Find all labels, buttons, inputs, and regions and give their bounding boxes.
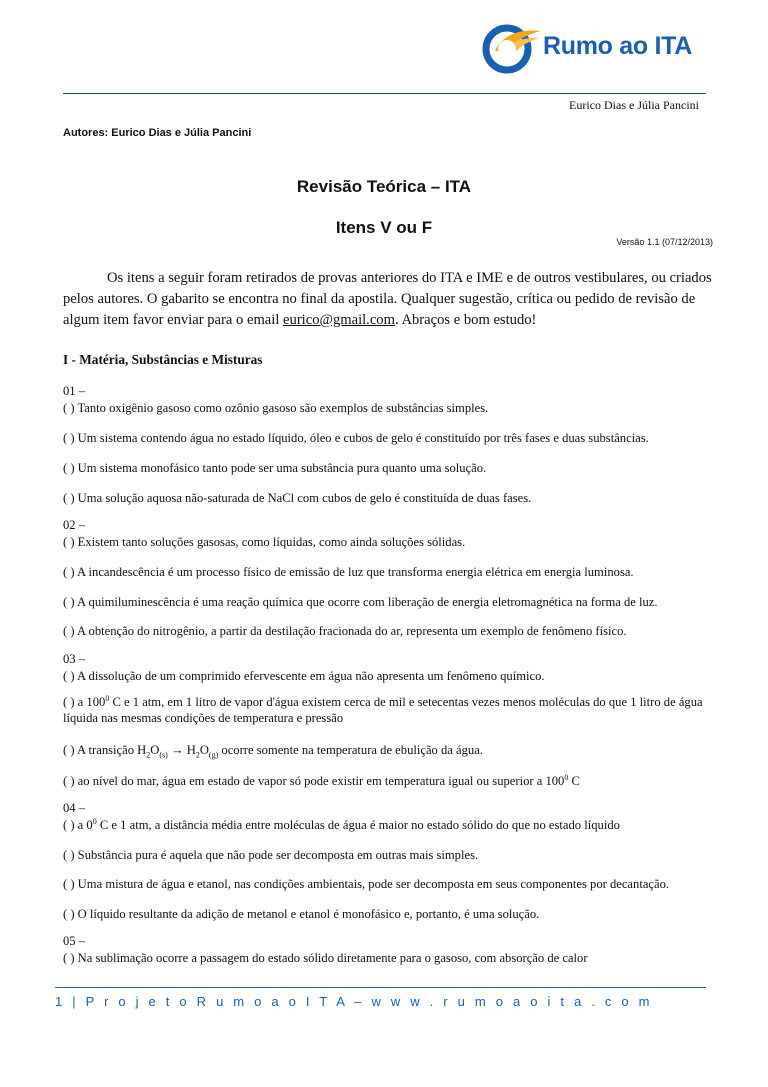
question-item: ( ) A incandescência é um processo físico de emissão de luz que transforma energia elétrica em energia luminosa. bbox=[63, 565, 634, 579]
email-link[interactable]: eurico@gmail.com bbox=[283, 312, 395, 328]
question-number: 03 – bbox=[63, 652, 86, 666]
question-item: ( ) Uma mistura de água e etanol, nas condições ambientais, pode ser decomposta em seus componentes por decantação. bbox=[63, 877, 670, 891]
question-item: ( ) Um sistema contendo água no estado líquido, óleo e cubos de gelo é constituído por três fases e duas substâncias. bbox=[63, 431, 649, 445]
version-label: Versão 1.1 (07/12/2013) bbox=[616, 237, 713, 247]
question-item: ( ) Na sublimação ocorre a passagem do estado sólido diretamente para o gasoso, com absorção de calor bbox=[63, 951, 588, 965]
question-item: ( ) O líquido resultante da adição de metanol e etanol é monofásico e, portanto, é uma solução. bbox=[63, 907, 540, 921]
section-title: I - Matéria, Substâncias e Misturas bbox=[63, 352, 263, 367]
question-item: ( ) A dissolução de um comprimido efervescente em água não apresenta um fenômeno químico. bbox=[63, 669, 545, 683]
document-subtitle: Itens V ou F bbox=[335, 218, 433, 237]
logo-emblem-icon bbox=[486, 28, 541, 70]
authors-line: Autores: Eurico Dias e Júlia Pancini bbox=[63, 127, 252, 139]
document-title: Revisão Teórica – ITA bbox=[296, 177, 472, 196]
header-divider bbox=[63, 93, 706, 94]
logo-text: Rumo ao ITA bbox=[543, 32, 693, 60]
question-item: ( ) Existem tanto soluções gasosas, como líquidas, como ainda soluções sólidas. bbox=[63, 535, 466, 549]
question-number: 05 – bbox=[63, 934, 86, 948]
footer-text: 1 | P r o j e t o R u m o a o I T A – w w w . r u m o a o i t a . c o m bbox=[55, 994, 653, 1009]
question-item: ( ) A obtenção do nitrogênio, a partir da destilação fracionada do ar, representa um exemplo de fenômeno físico. bbox=[63, 624, 627, 638]
question-item: ( ) ao nível do mar, água em estado de vapor só pode existir em temperatura igual ou superior a $100^0$ C bbox=[63, 772, 580, 788]
question-item: ( ) a $0^0$ C e 1 atm, a distância média entre moléculas de água é maior no estado sólido do que no estado líquido bbox=[63, 816, 620, 832]
question-item: ( ) Tanto oxigênio gasoso como ozônio gasoso são exemplos de substâncias simples. bbox=[63, 401, 489, 415]
question-item: ( ) Uma solução aquosa não-saturada de NaCl com cubos de gelo é constituída de duas fases. bbox=[63, 491, 532, 505]
question-item: ( ) Um sistema monofásico tanto pode ser uma substância pura quanto uma solução. bbox=[63, 461, 487, 475]
question-number: 01 – bbox=[63, 384, 86, 398]
question-item: ( ) A quimiluminescência é uma reação química que ocorre com liberação de energia eletromagnética na forma de luz. bbox=[63, 595, 658, 609]
intro-paragraph: Os itens a seguir foram retirados de provas anteriores do ITA e IME e de outros vestibulares, ou criados pelos autores. O gabarito se encontra no final da apostila. Qualquer sugestão, crítica ou pedido de revisão de algum item favor enviar para o email eurico@gmail.com. Abraços e bom estudo! bbox=[63, 270, 712, 328]
question-item: ( ) a $100^0$ C e 1 atm, em 1 litro de vapor d'água existem cerca de mil e setecentas vezes menos moléculas do que 1 litro de água líquida nas mesmas condições de temperatura e pressão bbox=[63, 693, 703, 725]
question-item: ( ) Substância pura é aquela que não pode ser decomposta em outras mais simples. bbox=[63, 848, 479, 862]
header-authors: Eurico Dias e Júlia Pancini bbox=[569, 98, 699, 112]
question-item: ( ) A transição $H_2O_{(s)} \to H_2O_{(g)}$ ocorre somente na temperatura de ebulição da água. bbox=[63, 743, 483, 760]
footer-divider bbox=[55, 987, 706, 988]
question-number: 04 – bbox=[63, 801, 86, 815]
question-number: 02 – bbox=[63, 518, 86, 532]
